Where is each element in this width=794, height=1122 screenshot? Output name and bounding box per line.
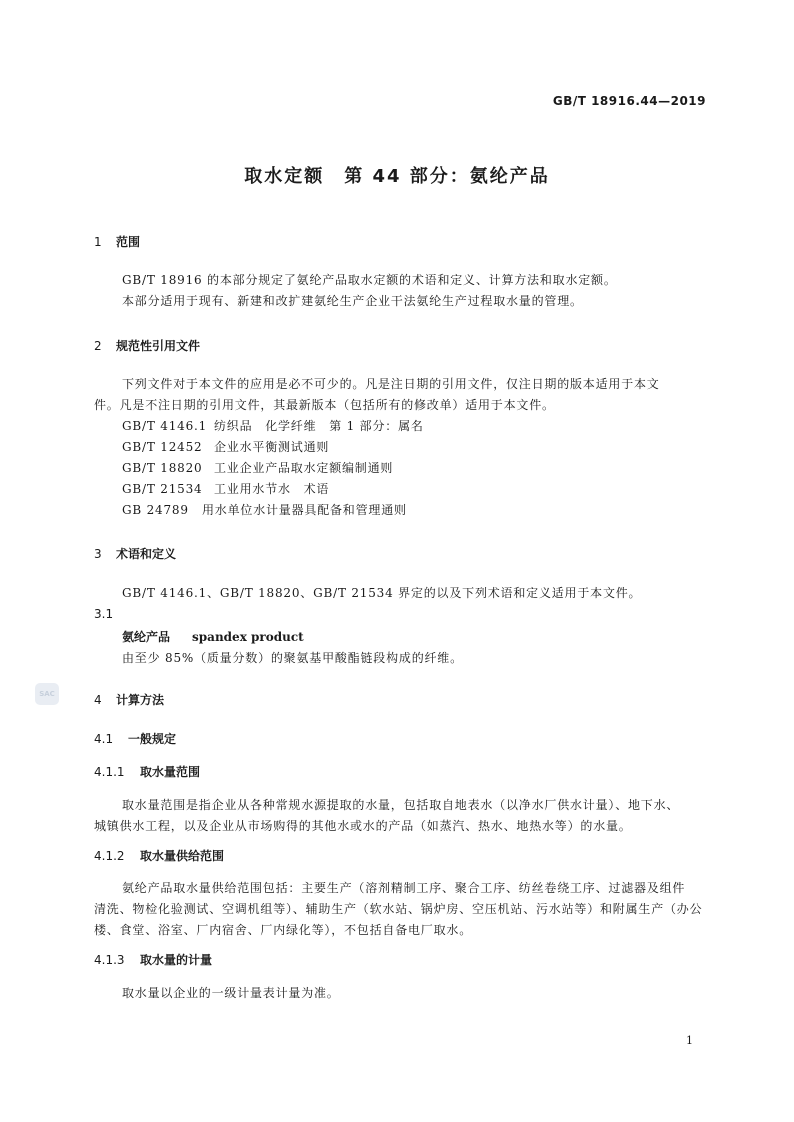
paragraph: 取水量范围是指企业从各种常规水源提取的水量，包括取自地表水（以净水厂供水计量）、地下水、 [122,798,680,812]
page-number: 1 [686,1034,693,1047]
paragraph: GB/T 4146.1、GB/T 18820、GB/T 21534 界定的以及下列术语和定义适用于本文件。 [122,586,642,600]
subsection-4-1-1-heading [94,763,200,780]
subsection-4-1-heading [94,730,176,747]
paragraph: 件。凡是不注日期的引用文件，其最新版本（包括所有的修改单）适用于本文件。 [94,398,555,412]
section-number: 4.1.1 [94,765,125,779]
section-title: 范围 [116,235,141,249]
sac-watermark-logo: SAC [35,683,59,705]
term-number: 3.1 [94,607,114,621]
subsection-4-1-2-heading [94,847,224,864]
reference-item [122,479,329,500]
reference-code: GB/T 21534 [122,482,203,496]
paragraph: 本部分适用于现有、新建和改扩建氨纶生产企业干法氨纶生产过程取水量的管理。 [122,294,583,308]
document-title: 取水定额 第 44 部分：氨纶产品 [244,166,550,187]
term-english: spandex product [192,630,304,644]
reference-code: GB 24789 [122,503,189,517]
paragraph: GB/T 18916 的本部分规定了氨纶产品取水定额的术语和定义、计算方法和取水定额。 [122,273,617,287]
section-number: 1 [94,235,102,249]
reference-title: 工业用水节水 术语 [214,482,330,496]
section-number: 4 [94,693,102,707]
paragraph: 取水量以企业的一级计量表计量为准。 [122,986,340,1000]
section-title: 规范性引用文件 [116,339,201,353]
term-chinese: 氨纶产品 [122,630,171,644]
reference-code: GB/T 4146.1 [122,419,208,433]
reference-title: 用水单位水计量器具配备和管理通则 [202,503,407,517]
reference-title: 纺织品 化学纤维 第 1 部分：属名 [214,419,424,433]
section-1-heading [94,233,140,250]
section-number: 3 [94,547,102,561]
subsection-4-1-3-heading [94,951,212,968]
reference-code: GB/T 12452 [122,440,203,454]
reference-code: GB/T 18820 [122,461,203,475]
paragraph: 城镇供水工程，以及企业从市场购得的其他水或水的产品（如蒸汽、热水、地热水等）的水量。 [94,819,632,833]
term-entry [122,628,304,645]
reference-item [122,437,329,458]
paragraph: 楼、食堂、浴室、厂内宿舍、厂内绿化等），不包括自备电厂取水。 [94,923,473,937]
section-number: 2 [94,339,102,353]
reference-title: 企业水平衡测试通则 [214,440,330,454]
section-number: 4.1 [94,732,114,746]
section-title: 术语和定义 [116,547,177,561]
section-title: 取水量供给范围 [140,849,225,863]
section-3-heading [94,545,176,562]
reference-item [122,500,407,521]
section-number: 4.1.2 [94,849,125,863]
reference-item [122,416,424,437]
term-definition: 由至少 85%（质量分数）的聚氨基甲酸酯链段构成的纤维。 [122,651,463,665]
paragraph: 清洗、物检化验测试、空调机组等）、辅助生产（软水站、锅炉房、空压机站、污水站等）和附属生产（办公 [94,902,703,916]
section-title: 一般规定 [128,732,177,746]
paragraph: 氨纶产品取水量供给范围包括：主要生产（溶剂精制工序、聚合工序、纺丝卷绕工序、过滤器及组件 [122,881,686,895]
standard-code: GB/T 18916.44—2019 [552,94,706,108]
section-title: 取水量的计量 [140,953,213,967]
reference-item [122,458,393,479]
section-title: 取水量范围 [140,765,201,779]
reference-title: 工业企业产品取水定额编制通则 [214,461,394,475]
section-2-heading [94,337,200,354]
section-title: 计算方法 [116,693,165,707]
section-number: 4.1.3 [94,953,125,967]
paragraph: 下列文件对于本文件的应用是必不可少的。凡是注日期的引用文件，仅注日期的版本适用于本文 [122,377,660,391]
section-4-heading [94,691,164,708]
